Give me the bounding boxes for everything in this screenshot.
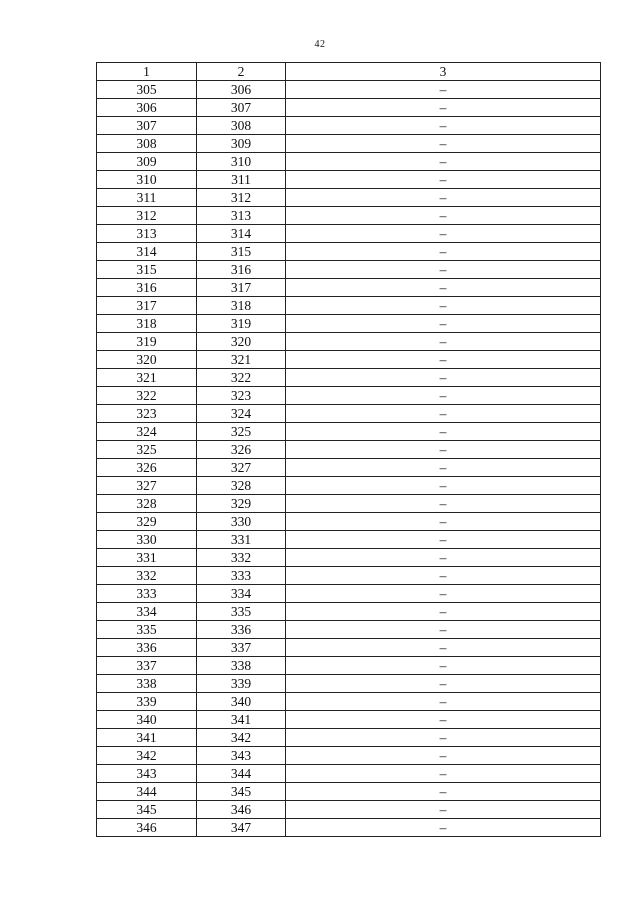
table-cell-col1: 318 <box>97 315 197 333</box>
table-row <box>97 531 601 549</box>
table-cell-col1: 340 <box>97 711 197 729</box>
table-row <box>97 567 601 585</box>
table-cell-col1: 316 <box>97 279 197 297</box>
column-header-3: 3 <box>286 63 601 81</box>
table-cell-col2: 309 <box>197 135 286 153</box>
table-cell-col2: 328 <box>197 477 286 495</box>
table-row <box>97 153 601 171</box>
table-cell-col2: 332 <box>197 549 286 567</box>
table-cell-col3: – <box>286 495 601 513</box>
table-cell-col3: – <box>286 81 601 99</box>
table-cell-col1: 312 <box>97 207 197 225</box>
table-cell-col1: 307 <box>97 117 197 135</box>
column-header-2: 2 <box>197 63 286 81</box>
table-cell-col3: – <box>286 783 601 801</box>
table-cell-col1: 328 <box>97 495 197 513</box>
table-cell-col1: 339 <box>97 693 197 711</box>
table-cell-col3: – <box>286 387 601 405</box>
table-cell-col3: – <box>286 567 601 585</box>
table-cell-col2: 327 <box>197 459 286 477</box>
table-cell-col1: 322 <box>97 387 197 405</box>
page-number: 42 <box>314 39 326 50</box>
table-cell-col3: – <box>286 621 601 639</box>
table-cell-col3: – <box>286 693 601 711</box>
table-row <box>97 729 601 747</box>
table-cell-col1: 331 <box>97 549 197 567</box>
table-row <box>97 585 601 603</box>
table-cell-col2: 336 <box>197 621 286 639</box>
table-row <box>97 387 601 405</box>
table-cell-col1: 333 <box>97 585 197 603</box>
table-row <box>97 657 601 675</box>
table-row <box>97 351 601 369</box>
table-row <box>97 549 601 567</box>
table-cell-col2: 345 <box>197 783 286 801</box>
table-cell-col3: – <box>286 513 601 531</box>
table-cell-col3: – <box>286 423 601 441</box>
table-cell-col1: 327 <box>97 477 197 495</box>
data-table <box>96 62 601 837</box>
table-row <box>97 765 601 783</box>
table-cell-col1: 306 <box>97 99 197 117</box>
table-row <box>97 639 601 657</box>
table-cell-col3: – <box>286 261 601 279</box>
table-cell-col1: 317 <box>97 297 197 315</box>
table-cell-col1: 311 <box>97 189 197 207</box>
table-row <box>97 207 601 225</box>
table-cell-col3: – <box>286 171 601 189</box>
table-row <box>97 99 601 117</box>
table-cell-col3: – <box>286 549 601 567</box>
table-cell-col2: 315 <box>197 243 286 261</box>
table-cell-col3: – <box>286 819 601 837</box>
table-cell-col2: 347 <box>197 819 286 837</box>
table-cell-col2: 319 <box>197 315 286 333</box>
table-cell-col2: 343 <box>197 747 286 765</box>
table-cell-col2: 340 <box>197 693 286 711</box>
table-cell-col1: 324 <box>97 423 197 441</box>
table-row <box>97 261 601 279</box>
table-cell-col3: – <box>286 459 601 477</box>
table-cell-col2: 330 <box>197 513 286 531</box>
table-cell-col3: – <box>286 153 601 171</box>
table-cell-col1: 314 <box>97 243 197 261</box>
table-cell-col3: – <box>286 315 601 333</box>
table-row <box>97 81 601 99</box>
table-row <box>97 801 601 819</box>
table-cell-col1: 319 <box>97 333 197 351</box>
table-row <box>97 423 601 441</box>
table-cell-col1: 341 <box>97 729 197 747</box>
table-row <box>97 279 601 297</box>
table-row <box>97 747 601 765</box>
table-cell-col1: 334 <box>97 603 197 621</box>
table-cell-col3: – <box>286 369 601 387</box>
table-cell-col2: 334 <box>197 585 286 603</box>
table-cell-col1: 313 <box>97 225 197 243</box>
column-header-1: 1 <box>97 63 197 81</box>
table-cell-col2: 341 <box>197 711 286 729</box>
table-row <box>97 135 601 153</box>
table-cell-col2: 317 <box>197 279 286 297</box>
table-cell-col2: 306 <box>197 81 286 99</box>
table-cell-col1: 308 <box>97 135 197 153</box>
table-cell-col2: 342 <box>197 729 286 747</box>
table-cell-col3: – <box>286 801 601 819</box>
table-cell-col1: 326 <box>97 459 197 477</box>
table-row <box>97 477 601 495</box>
table-cell-col3: – <box>286 585 601 603</box>
table-cell-col1: 315 <box>97 261 197 279</box>
table-row <box>97 243 601 261</box>
table-row <box>97 315 601 333</box>
table-cell-col3: – <box>286 189 601 207</box>
table-cell-col3: – <box>286 747 601 765</box>
table-cell-col2: 311 <box>197 171 286 189</box>
table-cell-col2: 326 <box>197 441 286 459</box>
table-cell-col2: 333 <box>197 567 286 585</box>
table-cell-col1: 336 <box>97 639 197 657</box>
table-cell-col2: 339 <box>197 675 286 693</box>
table-body <box>97 81 601 837</box>
table-cell-col2: 318 <box>197 297 286 315</box>
table-cell-col2: 338 <box>197 657 286 675</box>
table-cell-col1: 342 <box>97 747 197 765</box>
table-cell-col1: 345 <box>97 801 197 819</box>
table-cell-col3: – <box>286 477 601 495</box>
header-row <box>97 63 601 81</box>
table-cell-col2: 307 <box>197 99 286 117</box>
table-cell-col3: – <box>286 639 601 657</box>
table-row <box>97 189 601 207</box>
table-cell-col1: 346 <box>97 819 197 837</box>
table-row <box>97 783 601 801</box>
table-cell-col1: 320 <box>97 351 197 369</box>
table-cell-col1: 343 <box>97 765 197 783</box>
table-cell-col2: 313 <box>197 207 286 225</box>
table-cell-col2: 346 <box>197 801 286 819</box>
table-cell-col1: 309 <box>97 153 197 171</box>
table-cell-col1: 305 <box>97 81 197 99</box>
table-header <box>97 63 601 81</box>
table-cell-col2: 322 <box>197 369 286 387</box>
table-cell-col2: 321 <box>197 351 286 369</box>
table-cell-col3: – <box>286 765 601 783</box>
table-cell-col3: – <box>286 243 601 261</box>
table-cell-col3: – <box>286 351 601 369</box>
table-cell-col2: 344 <box>197 765 286 783</box>
table-row <box>97 513 601 531</box>
table-cell-col3: – <box>286 333 601 351</box>
table-cell-col3: – <box>286 729 601 747</box>
table-cell-col2: 325 <box>197 423 286 441</box>
table-row <box>97 405 601 423</box>
table-cell-col2: 320 <box>197 333 286 351</box>
table-cell-col2: 324 <box>197 405 286 423</box>
table-row <box>97 621 601 639</box>
table-row <box>97 369 601 387</box>
table-cell-col1: 335 <box>97 621 197 639</box>
table-row <box>97 117 601 135</box>
table-row <box>97 459 601 477</box>
table-cell-col3: – <box>286 405 601 423</box>
table-cell-col2: 337 <box>197 639 286 657</box>
table-cell-col3: – <box>286 99 601 117</box>
table-row <box>97 675 601 693</box>
table-cell-col3: – <box>286 675 601 693</box>
table-row <box>97 333 601 351</box>
table-row <box>97 711 601 729</box>
table-row <box>97 171 601 189</box>
table-cell-col3: – <box>286 441 601 459</box>
table-cell-col3: – <box>286 225 601 243</box>
table-row <box>97 441 601 459</box>
table-cell-col1: 321 <box>97 369 197 387</box>
table-cell-col3: – <box>286 207 601 225</box>
table-cell-col2: 308 <box>197 117 286 135</box>
table-cell-col3: – <box>286 117 601 135</box>
table-row <box>97 225 601 243</box>
table-row <box>97 495 601 513</box>
table-cell-col3: – <box>286 657 601 675</box>
table-cell-col2: 312 <box>197 189 286 207</box>
table-cell-col1: 337 <box>97 657 197 675</box>
table-cell-col3: – <box>286 711 601 729</box>
table-cell-col1: 310 <box>97 171 197 189</box>
table-cell-col1: 323 <box>97 405 197 423</box>
table-cell-col1: 338 <box>97 675 197 693</box>
table-cell-col2: 310 <box>197 153 286 171</box>
table-cell-col3: – <box>286 603 601 621</box>
table-cell-col3: – <box>286 297 601 315</box>
table-row <box>97 297 601 315</box>
table-row <box>97 603 601 621</box>
table-cell-col2: 335 <box>197 603 286 621</box>
table-row <box>97 819 601 837</box>
table-cell-col1: 325 <box>97 441 197 459</box>
table-cell-col1: 330 <box>97 531 197 549</box>
table-row <box>97 693 601 711</box>
table-cell-col1: 344 <box>97 783 197 801</box>
table-cell-col1: 332 <box>97 567 197 585</box>
table-cell-col1: 329 <box>97 513 197 531</box>
table-cell-col2: 329 <box>197 495 286 513</box>
table-cell-col3: – <box>286 135 601 153</box>
table-cell-col3: – <box>286 531 601 549</box>
table-cell-col2: 331 <box>197 531 286 549</box>
table-cell-col2: 314 <box>197 225 286 243</box>
table-cell-col3: – <box>286 279 601 297</box>
table-cell-col2: 316 <box>197 261 286 279</box>
table-cell-col2: 323 <box>197 387 286 405</box>
